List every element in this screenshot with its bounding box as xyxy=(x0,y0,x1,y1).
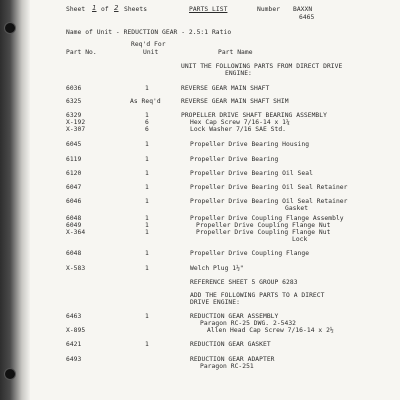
part-number: 6325 xyxy=(66,98,82,105)
number-value: BAXXN xyxy=(293,6,313,13)
table-row xyxy=(0,198,400,205)
part-number: 6048 xyxy=(66,250,82,257)
part-name-header: Part Name xyxy=(218,49,253,56)
part-number: 6120 xyxy=(66,170,82,177)
part-number: 6049 xyxy=(66,222,82,229)
table-row xyxy=(0,119,400,126)
table-row xyxy=(0,356,400,363)
part-number: 6045 xyxy=(66,141,82,148)
part-name: Allen Head Cap Screw 7/16-14 x 2½ xyxy=(207,327,334,334)
table-row xyxy=(0,229,400,236)
table-row xyxy=(0,126,400,133)
part-name-continued: Lock xyxy=(292,236,308,243)
quantity: 1 xyxy=(145,229,149,236)
of-label: of xyxy=(101,6,109,13)
part-name-continued: Paragon RC-25 DWG. 2-5432 xyxy=(200,320,297,327)
table-row xyxy=(0,327,400,334)
quantity: 1 xyxy=(145,170,149,177)
quantity: As Req'd xyxy=(130,98,161,105)
quantity: 6 xyxy=(145,126,149,133)
part-number: X-192 xyxy=(66,119,86,126)
binder-hole xyxy=(4,368,16,380)
part-number: X-307 xyxy=(66,126,86,133)
part-no-header: Part No. xyxy=(66,49,97,56)
part-number: X-364 xyxy=(66,229,86,236)
quantity: 1 xyxy=(145,265,149,272)
part-number: 6036 xyxy=(66,85,82,92)
part-number: 6048 xyxy=(66,215,82,222)
part-name: Propeller Drive Bearing Oil Seal xyxy=(190,170,313,177)
sheet-total: 2 xyxy=(114,4,119,12)
table-row xyxy=(0,141,400,148)
table-row xyxy=(0,313,400,320)
quantity: 6 xyxy=(145,119,149,126)
part-number: 6463 xyxy=(66,313,82,320)
table-row xyxy=(0,265,400,272)
part-name: Welch Plug 1½" xyxy=(190,265,244,272)
table-row xyxy=(0,98,400,105)
binder-hole xyxy=(4,22,16,34)
part-number: 6046 xyxy=(66,198,82,205)
unit-line: Name of Unit - REDUCTION GEAR - 2.5:1 Ratio xyxy=(66,29,232,36)
part-name: Propeller Drive Coupling Flange Assembly xyxy=(190,215,344,222)
quantity: 1 xyxy=(145,112,149,119)
part-name: Propeller Drive Bearing Oil Seal Retainer xyxy=(190,184,348,191)
reqd-header-line2: Unit xyxy=(143,49,159,56)
number-sub: 6465 xyxy=(299,14,315,21)
quantity: 1 xyxy=(145,184,149,191)
quantity: 1 xyxy=(145,141,149,148)
quantity: 1 xyxy=(145,198,149,205)
table-row xyxy=(0,170,400,177)
part-name: Hex Cap Screw 7/16-14 x 1¼ xyxy=(190,119,290,126)
part-number: 6329 xyxy=(66,112,82,119)
table-row xyxy=(0,341,400,348)
reference-note: REFERENCE SHEET 5 GROUP 6283 xyxy=(190,279,298,286)
number-label: Number xyxy=(257,6,281,13)
part-name: REVERSE GEAR MAIN SHAFT xyxy=(181,85,270,92)
add-note-line1: ADD THE FOLLOWING PARTS TO A DIRECT xyxy=(190,292,325,299)
sheets-label: Sheets xyxy=(124,6,148,13)
part-name: REDUCTION GEAR ASSEMBLY xyxy=(190,313,279,320)
intro-note-line2: ENGINE: xyxy=(225,70,252,77)
quantity: 1 xyxy=(145,341,149,348)
part-name-continued: Gasket xyxy=(285,205,309,212)
quantity: 1 xyxy=(145,215,149,222)
quantity: 1 xyxy=(145,85,149,92)
parts-list-title: PARTS LIST xyxy=(189,6,228,13)
quantity: 1 xyxy=(145,313,149,320)
part-name: PROPELLER DRIVE SHAFT BEARING ASSEMBLY xyxy=(181,112,327,119)
part-name: REVERSE GEAR MAIN SHAFT SHIM xyxy=(181,98,289,105)
quantity: 1 xyxy=(145,156,149,163)
part-number: 6119 xyxy=(66,156,82,163)
table-row xyxy=(0,250,400,257)
sheet-number: 1 xyxy=(92,4,97,12)
part-name: Lock Washer 7/16 SAE Std. xyxy=(190,126,287,133)
part-name: Propeller Drive Bearing Housing xyxy=(190,141,310,148)
part-name: Propeller Drive Coupling Flange Nut xyxy=(196,229,331,236)
part-name: Propeller Drive Coupling Flange Nut xyxy=(196,222,331,229)
reqd-header-line1: Req'd For xyxy=(131,41,166,48)
part-number: X-895 xyxy=(66,327,86,334)
part-number: X-583 xyxy=(66,265,86,272)
quantity: 1 xyxy=(145,250,149,257)
table-row xyxy=(0,215,400,222)
part-number: 6421 xyxy=(66,341,82,348)
part-name: Propeller Drive Bearing Oil Seal Retainer xyxy=(190,198,348,205)
part-name: Propeller Drive Coupling Flange xyxy=(190,250,310,257)
sheet-label: Sheet xyxy=(66,6,86,13)
add-note-line2: DRIVE ENGINE: xyxy=(190,299,240,306)
part-name: REDUCTION GEAR ADAPTER xyxy=(190,356,275,363)
table-row xyxy=(0,184,400,191)
table-row xyxy=(0,156,400,163)
part-name: REDUCTION GEAR GASKET xyxy=(190,341,271,348)
table-row xyxy=(0,222,400,229)
part-number: 6493 xyxy=(66,356,82,363)
table-row xyxy=(0,112,400,119)
part-name-continued: Paragon RC-251 xyxy=(200,363,254,370)
part-name: Propeller Drive Bearing xyxy=(190,156,279,163)
intro-note-line1: UNIT THE FOLLOWING PARTS FROM DIRECT DRIVE xyxy=(181,63,343,70)
table-row xyxy=(0,85,400,92)
part-number: 6047 xyxy=(66,184,82,191)
quantity: 1 xyxy=(145,222,149,229)
